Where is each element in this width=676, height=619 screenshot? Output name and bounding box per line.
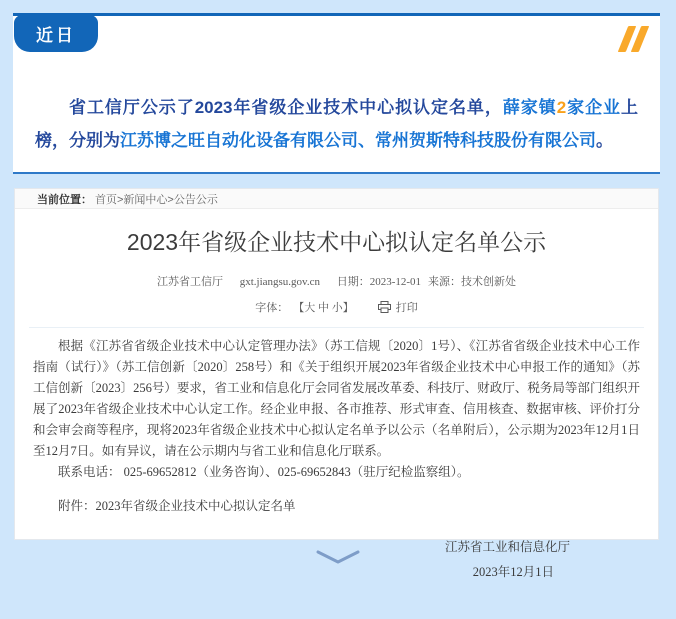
- signature-date: 2023年12月1日: [472, 565, 554, 579]
- announcement-body: [15, 328, 658, 583]
- announcement-title: 2023年省级企业技术中心拟认定名单公示: [126, 229, 547, 255]
- meta-source: 来源：技术创新处: [428, 276, 517, 288]
- intro-lead-text: 省工信厅公示了2023年省级企业技术中心拟认定名单，: [69, 98, 503, 117]
- breadcrumb: [15, 189, 658, 209]
- meta-date: 日期：2023-12-01: [336, 276, 422, 288]
- font-size-options: 【大 中 小】: [293, 302, 354, 314]
- intro-period: 。: [596, 131, 613, 150]
- town-highlight: 薛家镇: [502, 98, 557, 117]
- font-size-label: 字体：: [255, 302, 289, 314]
- body-paragraph: 根据《江苏省省级企业技术中心认定管理办法》（苏工信规〔2020〕1号）、《江苏省省级企业技术中心工作指南（试行）》（苏工信创新〔2020〕258号）和《关于组织开展2023年省级企业技术中心申报工作的通知》（苏工信创新〔2023〕256号）要求，省工业和信息化厅会同省发展改革委、科技厅、财政厅、税务局等部门组织开展了2023年省级企业技术中心认定工作。经企业申报、各市推荐、形式审查、信用核查、数据审核、评价打分和会审会商等程序，现将2023年省级企业技术中心拟认定名单予以公示（名单附后），公示期为2023年12月1日至12月7日。如有异议，请在公示期内与省工业和信息化厅联系。: [33, 339, 640, 458]
- meta-agency: 江苏省工信厅: [156, 276, 223, 288]
- company-names-highlight: 江苏博之旺自动化设备有限公司、常州贺斯特科技股份有限公司: [120, 131, 596, 150]
- intro-card: [13, 13, 660, 174]
- announcement-meta: [15, 273, 658, 289]
- announcement-screenshot: [14, 188, 659, 579]
- breadcrumb-label: 当前位置：: [37, 193, 92, 206]
- recent-badge-label: 近日: [36, 26, 76, 45]
- intro-paragraph: [13, 33, 660, 157]
- meta-website: gxt.jiangsu.gov.cn: [239, 276, 320, 288]
- expand-chevron-icon[interactable]: [316, 549, 360, 565]
- attachment-line: 附件：2023年省级企业技术中心拟认定名单: [58, 499, 296, 513]
- quote-icon: [623, 26, 644, 52]
- recent-badge: [14, 15, 98, 52]
- font-controls-row: [15, 299, 658, 315]
- company-count: 2: [556, 98, 567, 117]
- print-button: 打印: [395, 302, 418, 314]
- contact-phone-line: 联系电话： 025-69652812（业务咨询）、025-69652843（驻厅纪检监察组）。: [58, 465, 470, 479]
- unit-highlight: 家企业: [566, 98, 621, 117]
- intro-middle-text: 上榜，分别为: [35, 98, 638, 150]
- printer-icon: [378, 301, 391, 313]
- signature-org: 江苏省工业和信息化厅: [444, 540, 570, 554]
- breadcrumb-path: 首页>新闻中心>公告公示: [95, 193, 218, 206]
